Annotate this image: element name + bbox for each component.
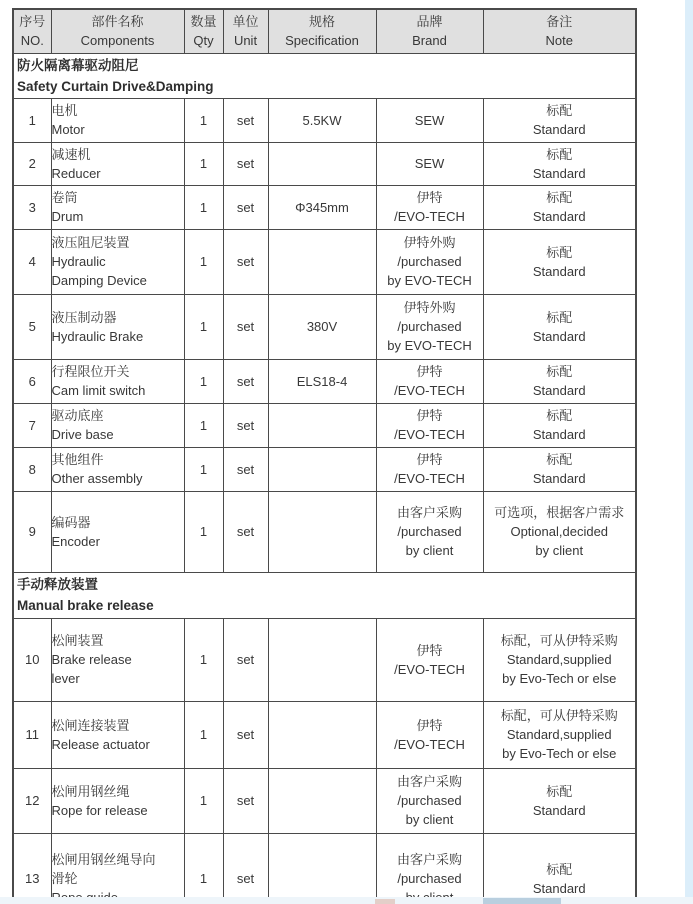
cell-no: 6 — [13, 359, 51, 403]
cell-qty: 1 — [184, 294, 223, 359]
cell-note: 标配 Standard — [483, 359, 636, 403]
section-title: 手动释放装置 Manual brake release — [13, 572, 636, 618]
cell-unit: set — [223, 447, 268, 491]
cell-brand: 伊特 /EVO-TECH — [376, 185, 483, 229]
cell-no: 12 — [13, 768, 51, 833]
parts-table — [12, 8, 637, 904]
cell-qty: 1 — [184, 98, 223, 142]
cell-note: 标配 Standard — [483, 185, 636, 229]
cell-spec — [268, 618, 376, 701]
col-header-unit: 单位 Unit — [223, 9, 268, 53]
cell-brand: 由客户采购 /purchased — [376, 833, 483, 904]
table-row — [13, 768, 636, 833]
cell-brand: 由客户采购 /purchased by client — [376, 491, 483, 572]
cell-qty: 1 — [184, 701, 223, 768]
cell-unit: set — [223, 833, 268, 904]
cell-unit: set — [223, 185, 268, 229]
col-header-qty: 数量 Qty — [184, 9, 223, 53]
cell-spec — [268, 701, 376, 768]
cell-qty: 1 — [184, 447, 223, 491]
cell-note: 标配，可从伊特采购 Standard,supplied by Evo-Tech or else — [483, 618, 636, 701]
cell-spec — [268, 403, 376, 447]
cell-components: 液压阻尼装置 Hydraulic Damping Device — [51, 229, 184, 294]
cell-note: 标配 Standard — [483, 447, 636, 491]
cell-unit: set — [223, 229, 268, 294]
cell-brand: 由客户采购 /purchased by client — [376, 768, 483, 833]
horizontal-scrollbar[interactable] — [0, 897, 693, 904]
section-header-row-2 — [13, 572, 636, 618]
section-header-row-1 — [13, 53, 636, 98]
cell-note: 标配 Standard — [483, 142, 636, 185]
cell-unit: set — [223, 359, 268, 403]
cell-unit: set — [223, 618, 268, 701]
cell-qty: 1 — [184, 142, 223, 185]
cell-components: 松闸用钢丝绳 Rope for release — [51, 768, 184, 833]
cell-no: 8 — [13, 447, 51, 491]
col-header-spec: 规格 Specification — [268, 9, 376, 53]
table-row — [13, 142, 636, 185]
cell-unit: set — [223, 98, 268, 142]
cell-no: 10 — [13, 618, 51, 701]
cell-unit: set — [223, 403, 268, 447]
cell-components: 松闸装置 Brake release lever — [51, 618, 184, 701]
col-header-name: 部件名称 Components — [51, 9, 184, 53]
cell-no: 13 — [13, 833, 51, 904]
cell-qty: 1 — [184, 768, 223, 833]
cell-no: 1 — [13, 98, 51, 142]
cell-qty: 1 — [184, 491, 223, 572]
scrollbar-mark — [375, 899, 395, 904]
cell-qty: 1 — [184, 229, 223, 294]
cell-spec: ELS18-4 — [268, 359, 376, 403]
cell-unit: set — [223, 491, 268, 572]
cell-no: 5 — [13, 294, 51, 359]
cell-no: 3 — [13, 185, 51, 229]
table-row — [13, 359, 636, 403]
cell-spec — [268, 229, 376, 294]
table-row — [13, 701, 636, 768]
cell-note: 标配 Standard — [483, 294, 636, 359]
col-header-note: 备注 Note — [483, 9, 636, 53]
cell-spec — [268, 447, 376, 491]
cell-note: 标配 Standard — [483, 768, 636, 833]
cell-unit: set — [223, 768, 268, 833]
table-row — [13, 294, 636, 359]
cell-unit: set — [223, 701, 268, 768]
cell-no: 2 — [13, 142, 51, 185]
cell-spec — [268, 768, 376, 833]
cell-qty: 1 — [184, 403, 223, 447]
cell-no: 4 — [13, 229, 51, 294]
col-header-no: 序号 NO. — [13, 9, 51, 53]
cell-spec: 5.5KW — [268, 98, 376, 142]
cell-components: 编码器 Encoder — [51, 491, 184, 572]
cell-brand: 伊特外购 /purchased by EVO-TECH — [376, 229, 483, 294]
cell-components: 卷筒 Drum — [51, 185, 184, 229]
cell-qty: 1 — [184, 359, 223, 403]
scrollbar-thumb[interactable] — [483, 898, 561, 904]
cell-brand: 伊特 /EVO-TECH — [376, 701, 483, 768]
cell-spec — [268, 142, 376, 185]
cell-spec: Φ345mm — [268, 185, 376, 229]
cell-components: 其他组件 Other assembly — [51, 447, 184, 491]
table-row — [13, 229, 636, 294]
cell-components: 松闸连接装置 Release actuator — [51, 701, 184, 768]
page-edge-strip — [685, 0, 693, 904]
cell-note: 可选项，根据客户需求 Optional,decided by client — [483, 491, 636, 572]
cell-note: 标配，可从伊特采购 Standard,supplied by Evo-Tech or else — [483, 701, 636, 768]
cell-unit: set — [223, 294, 268, 359]
table-body — [13, 53, 636, 904]
cell-no: 11 — [13, 701, 51, 768]
table-row — [13, 403, 636, 447]
cell-brand: 伊特 /EVO-TECH — [376, 359, 483, 403]
cell-spec — [268, 491, 376, 572]
cell-brand: SEW — [376, 98, 483, 142]
cell-qty: 1 — [184, 618, 223, 701]
cell-brand: 伊特 /EVO-TECH — [376, 618, 483, 701]
cell-note: 标配 Standard — [483, 403, 636, 447]
cell-components: 松闸用钢丝绳导向 滑轮 — [51, 833, 184, 904]
cell-no: 7 — [13, 403, 51, 447]
cell-components: 液压制动器 Hydraulic Brake — [51, 294, 184, 359]
cell-qty: 1 — [184, 833, 223, 904]
table-header — [13, 9, 636, 53]
section-title: 防火隔离幕驱动阻尼 Safety Curtain Drive&Damping — [13, 53, 636, 98]
cell-brand: 伊特 /EVO-TECH — [376, 403, 483, 447]
cell-brand: SEW — [376, 142, 483, 185]
cell-components: 电机 Motor — [51, 98, 184, 142]
table-row — [13, 491, 636, 572]
table-row — [13, 98, 636, 142]
cell-components: 减速机 Reducer — [51, 142, 184, 185]
col-header-brand: 品牌 Brand — [376, 9, 483, 53]
cell-note: 标配 Standard — [483, 229, 636, 294]
cell-spec — [268, 833, 376, 904]
cell-unit: set — [223, 142, 268, 185]
cell-brand: 伊特外购 /purchased by EVO-TECH — [376, 294, 483, 359]
table-row — [13, 833, 636, 904]
cell-components: 驱动底座 Drive base — [51, 403, 184, 447]
cell-qty: 1 — [184, 185, 223, 229]
cell-spec: 380V — [268, 294, 376, 359]
cell-note: 标配 Standard — [483, 98, 636, 142]
table-row — [13, 447, 636, 491]
cell-components: 行程限位开关 Cam limit switch — [51, 359, 184, 403]
table-row — [13, 618, 636, 701]
cell-note: 标配 Standard — [483, 833, 636, 904]
cell-brand: 伊特 /EVO-TECH — [376, 447, 483, 491]
cell-no: 9 — [13, 491, 51, 572]
table-row — [13, 185, 636, 229]
